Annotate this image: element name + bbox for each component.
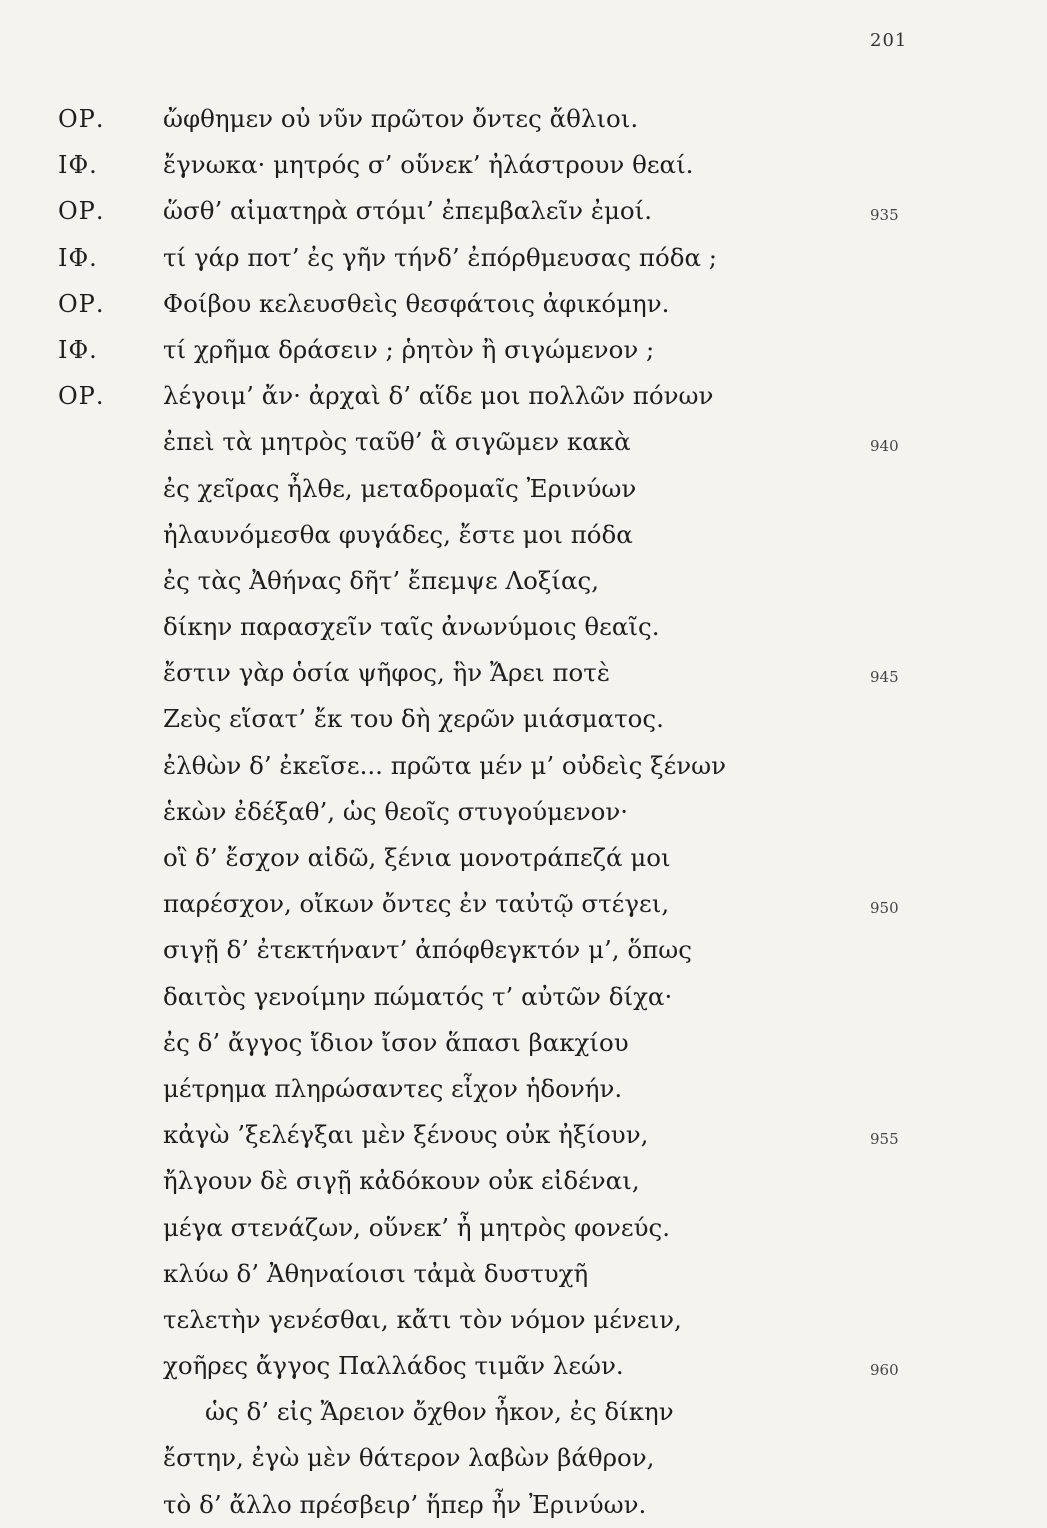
verse-line bbox=[0, 1066, 1047, 1112]
verse-line bbox=[0, 558, 1047, 604]
line-number: 950 bbox=[870, 899, 899, 918]
verse-text: ἐπεὶ τὰ μητρὸς ταῦθ’ ἃ σιγῶμεν κακὰ bbox=[163, 427, 631, 457]
verse-line bbox=[0, 1297, 1047, 1343]
verse-line bbox=[0, 1112, 1047, 1158]
verse-line bbox=[0, 281, 1047, 327]
verse-text: τὸ δ’ ἄλλο πρέσβειρ’ ἥπερ ἦν Ἐρινύων. bbox=[163, 1489, 647, 1519]
speaker-label: ΙΦ. bbox=[58, 243, 98, 272]
verse-line bbox=[0, 1435, 1047, 1481]
verse-line bbox=[0, 974, 1047, 1020]
verse-text: ἔστην, ἐγὼ μὲν θάτερον λαβὼν βάθρον, bbox=[163, 1443, 655, 1473]
verse-text: τί χρῆμα δράσειν ; ῥητὸν ἢ σιγώμενον ; bbox=[163, 334, 655, 364]
speaker-label: ΟΡ. bbox=[58, 289, 105, 318]
verse-line bbox=[0, 927, 1047, 973]
verse-text: οἳ δ’ ἔσχον αἰδῶ, ξένια μονοτράπεζά μοι bbox=[163, 843, 671, 872]
speaker-label: ΟΡ. bbox=[58, 197, 105, 226]
speaker-label: ΟΡ. bbox=[58, 105, 105, 133]
verse-text: παρέσχον, οἴκων ὄντες ἐν ταὐτῷ στέγει, bbox=[163, 889, 670, 919]
verse-line bbox=[0, 1205, 1047, 1251]
verse-text: χοῆρες ἄγγος Παλλάδος τιμᾶν λεών. bbox=[163, 1351, 624, 1381]
verse-text: σιγῇ δ’ ἐτεκτήναντ’ ἀπόφθεγκτόν μ’, ὅπως bbox=[163, 935, 692, 965]
verse-text: τελετὴν γενέσθαι, κἄτι τὸν νόμον μένειν, bbox=[163, 1304, 682, 1334]
verse-text: ὥσθ’ αἱματηρὰ στόμι’ ἐπεμβαλεῖν ἐμοί. bbox=[163, 196, 653, 226]
verse-line bbox=[0, 327, 1047, 373]
verse-line bbox=[0, 1158, 1047, 1204]
verse-line bbox=[0, 1389, 1047, 1435]
verse-line bbox=[0, 1482, 1047, 1528]
verse-line bbox=[0, 835, 1047, 881]
verse-line bbox=[0, 1251, 1047, 1297]
verse-line bbox=[0, 650, 1047, 696]
verse-line bbox=[0, 466, 1047, 512]
verse-text: ὡς δ’ εἰς Ἄρειον ὄχθον ἦκον, ἐς δίκην bbox=[205, 1397, 674, 1427]
line-number: 960 bbox=[870, 1361, 899, 1380]
line-number: 935 bbox=[870, 206, 899, 225]
verse-line bbox=[0, 743, 1047, 789]
verse-text: ἐλθὼν δ’ ἐκεῖσε... πρῶτα μέν μ’ οὐδεὶς ξένων bbox=[163, 750, 727, 780]
line-number: 940 bbox=[870, 437, 899, 456]
verse-line bbox=[0, 789, 1047, 835]
verse-text: μέτρημα πληρώσαντες εἶχον ἡδονήν. bbox=[163, 1073, 623, 1103]
verse-line bbox=[0, 96, 1047, 142]
verse-lines bbox=[0, 96, 1047, 1528]
verse-text: ἐς χεῖρας ἦλθε, μεταδρομαῖς Ἐρινύων bbox=[163, 473, 637, 503]
verse-line bbox=[0, 419, 1047, 465]
verse-line bbox=[0, 188, 1047, 234]
verse-text: ἔστιν γὰρ ὁσία ψῆφος, ἣν Ἄρει ποτὲ bbox=[163, 658, 610, 688]
verse-text: ὤφθημεν οὐ νῦν πρῶτον ὄντες ἄθλιοι. bbox=[163, 104, 639, 133]
verse-line bbox=[0, 604, 1047, 650]
verse-line bbox=[0, 142, 1047, 188]
verse-text: δίκην παρασχεῖν ταῖς ἀνωνύμοις θεαῖς. bbox=[163, 612, 660, 642]
line-number: 945 bbox=[870, 668, 899, 687]
verse-line bbox=[0, 881, 1047, 927]
verse-line bbox=[0, 235, 1047, 281]
verse-line bbox=[0, 1343, 1047, 1389]
verse-text: ἐς τὰς Ἀθήνας δῆτ’ ἔπεμψε Λοξίας, bbox=[163, 565, 600, 595]
speaker-label: ΙΦ. bbox=[58, 335, 98, 364]
verse-line bbox=[0, 373, 1047, 419]
line-number: 955 bbox=[870, 1130, 899, 1149]
verse-text: ἑκὼν ἐδέξαθ’, ὡς θεοῖς στυγούμενον· bbox=[163, 796, 629, 826]
verse-text: ἤλγουν δὲ σιγῇ κἀδόκουν οὐκ εἰδέναι, bbox=[163, 1166, 640, 1196]
verse-text: ἠλαυνόμεσθα φυγάδες, ἔστε μοι πόδα bbox=[163, 519, 633, 549]
verse-line bbox=[0, 696, 1047, 742]
verse-text: τί γάρ ποτ’ ἐς γῆν τήνδ’ ἐπόρθμευσας πόδα ; bbox=[163, 242, 718, 272]
verse-text: Ζεὺς εἵσατ’ ἔκ του δὴ χερῶν μιάσματος. bbox=[163, 704, 664, 734]
verse-text: κλύω δ’ Ἀθηναίοισι τἀμὰ δυστυχῆ bbox=[163, 1258, 589, 1288]
verse-line bbox=[0, 512, 1047, 558]
page-number: 201 bbox=[870, 30, 908, 51]
verse-text: Φοίβου κελευσθεὶς θεσφάτοις ἀφικόμην. bbox=[163, 288, 670, 318]
speaker-label: ΟΡ. bbox=[58, 382, 105, 411]
verse-text: κἀγὼ ’ξελέγξαι μὲν ξένους οὐκ ἠξίουν, bbox=[163, 1120, 649, 1150]
verse-text: ἐς δ’ ἄγγος ἴδιον ἴσον ἅπασι βακχίου bbox=[163, 1027, 629, 1057]
verse-text: ἔγνωκα· μητρός σ’ οὕνεκ’ ἠλάστρουν θεαί. bbox=[163, 150, 694, 180]
verse-line bbox=[0, 1020, 1047, 1066]
verse-text: δαιτὸς γενοίμην πώματός τ’ αὐτῶν δίχα· bbox=[163, 981, 673, 1011]
speaker-label: ΙΦ. bbox=[58, 151, 98, 180]
verse-text: μέγα στενάζων, οὕνεκ’ ἦ μητρὸς φονεύς. bbox=[163, 1212, 671, 1242]
verse-text: λέγοιμ’ ἄν· ἀρχαὶ δ’ αἵδε μοι πολλῶν πόνων bbox=[163, 381, 714, 411]
